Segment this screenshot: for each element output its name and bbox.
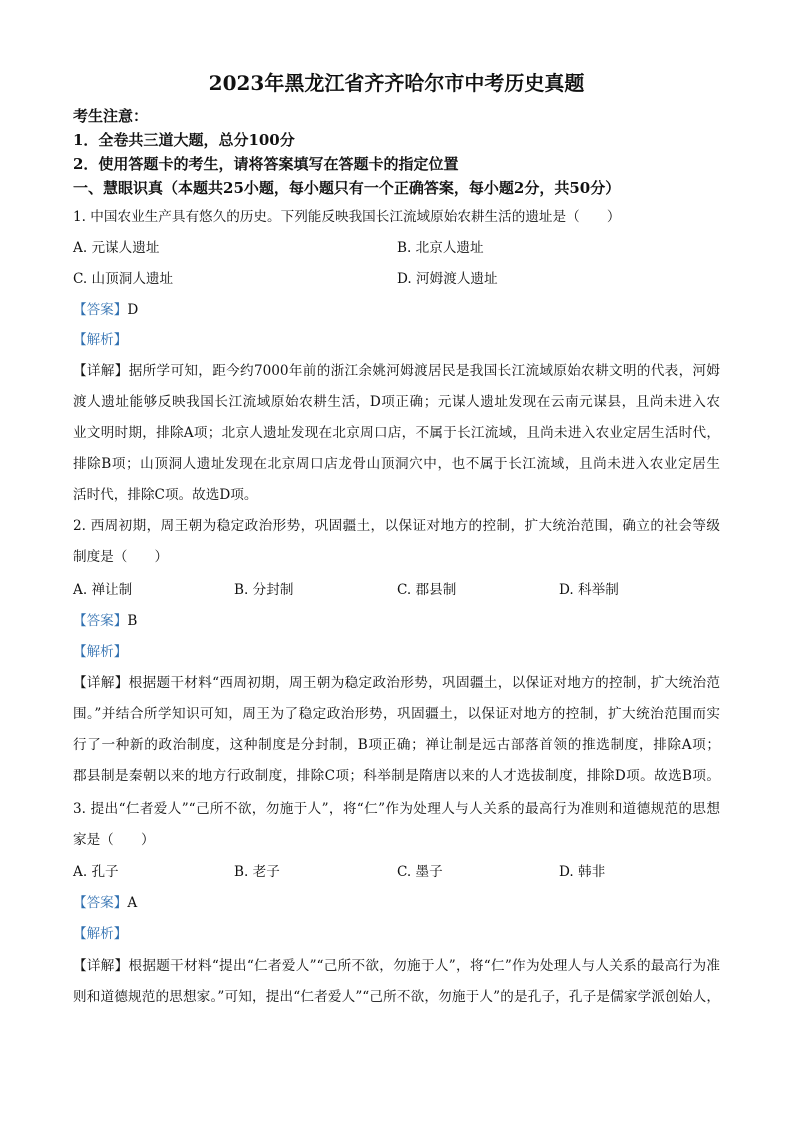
option-d: D. 科举制 — [559, 582, 619, 598]
detail-text: 根据题干材料“提出“仁者爱人”“己所不欲，勿施于人”，将“仁”作为处理人与人关系的最高行为准 — [128, 958, 720, 974]
detail-line: 排除B项；山顶洞人遗址发现在北京周口店龙骨山顶洞穴中，也不属于长江流域，且尚未进入农业定居生 — [73, 456, 720, 472]
answer-line — [73, 301, 720, 319]
answer-line — [73, 612, 720, 630]
analysis-label: 【解析】 — [73, 644, 128, 660]
option-b: B. 分封制 — [234, 582, 294, 598]
option-b: B. 北京人遗址 — [397, 240, 484, 256]
answer-value: D — [127, 302, 139, 318]
option-c: C. 墨子 — [397, 864, 443, 880]
option-a: A. 孔子 — [73, 864, 119, 880]
answer-line — [73, 894, 720, 912]
detail-line: 活时代，排除C项。故选D项。 — [73, 487, 258, 503]
question-stem: 制度是（ ） — [73, 549, 169, 565]
detail-line — [73, 957, 720, 975]
detail-line: 围。”并结合所学知识可知，周王为了稳定政治形势，巩固疆土，以保证对地方的控制，扩大统治范围而实 — [73, 706, 720, 722]
answer-label: 【答案】 — [73, 613, 128, 629]
option-a: A. 禅让制 — [73, 582, 133, 598]
question-stem: 1. 中国农业生产具有悠久的历史。下列能反映我国长江流域原始农耕生活的遗址是（ ） — [73, 209, 621, 225]
answer-label: 【答案】 — [73, 895, 128, 911]
detail-label: 【详解】 — [73, 363, 129, 379]
section-heading: 一、慧眼识真（本题共25小题，每小题只有一个正确答案，每小题2分，共50分） — [73, 179, 621, 197]
notice-heading: 考生注意： — [73, 107, 149, 125]
analysis-label: 【解析】 — [73, 926, 128, 942]
question-stem: 3. 提出“仁者爱人”“己所不欲，勿施于人”，将“仁”作为处理人与人关系的最高行为准则和道德规范的思想 — [73, 801, 720, 817]
answer-label: 【答案】 — [73, 302, 128, 318]
answer-value: B — [127, 613, 138, 629]
detail-line: 业文明时期，排除A项；北京人遗址发现在北京周口店，不属于长江流域，且尚未进入农业定居生活时代， — [73, 425, 720, 441]
option-c: C. 郡县制 — [397, 582, 457, 598]
option-b: B. 老子 — [234, 864, 280, 880]
page-title: 2023年黑龙江省齐齐哈尔市中考历史真题 — [208, 71, 585, 95]
answer-value: A — [127, 895, 138, 911]
option-d: D. 韩非 — [559, 864, 606, 880]
detail-text: 根据题干材料“西周初期，周王朝为稳定政治形势，巩固疆土，以保证对地方的控制，扩大统治范 — [128, 675, 720, 691]
question-stem: 2. 西周初期，周王朝为稳定政治形势，巩固疆土，以保证对地方的控制，扩大统治范围，确立的社会等级 — [73, 518, 720, 534]
detail-label: 【详解】 — [73, 958, 129, 974]
option-a: A. 元谋人遗址 — [73, 240, 160, 256]
detail-line: 渡人遗址能够反映我国长江流域原始农耕生活，D项正确；元谋人遗址发现在云南元谋县，且尚未进入农 — [73, 394, 720, 410]
question-stem: 家是（ ） — [73, 832, 155, 848]
detail-line: 郡县制是秦朝以来的地方行政制度，排除C项；科举制是隋唐以来的人才选拔制度，排除D项。故选B项。 — [73, 768, 720, 784]
detail-line: 则和道德规范的思想家。”可知，提出“仁者爱人”“己所不欲，勿施于人”的是孔子，孔子是儒家学派创始人， — [73, 989, 720, 1005]
detail-text: 据所学可知，距今约7000年前的浙江余姚河姆渡居民是我国长江流域原始农耕文明的代表，河姆 — [128, 363, 721, 379]
option-c: C. 山顶洞人遗址 — [73, 271, 174, 287]
detail-label: 【详解】 — [73, 675, 129, 691]
detail-line — [73, 362, 720, 380]
detail-line — [73, 674, 720, 692]
detail-line: 行了一种新的政治制度，这种制度是分封制，B项正确；禅让制是远古部落首领的推选制度，排除A项； — [73, 737, 720, 753]
option-d: D. 河姆渡人遗址 — [397, 271, 498, 287]
notice-item: 2．使用答题卡的考生，请将答案填写在答题卡的指定位置 — [73, 155, 459, 173]
analysis-label: 【解析】 — [73, 332, 128, 348]
notice-item: 1．全卷共三道大题，总分100分 — [73, 131, 295, 149]
